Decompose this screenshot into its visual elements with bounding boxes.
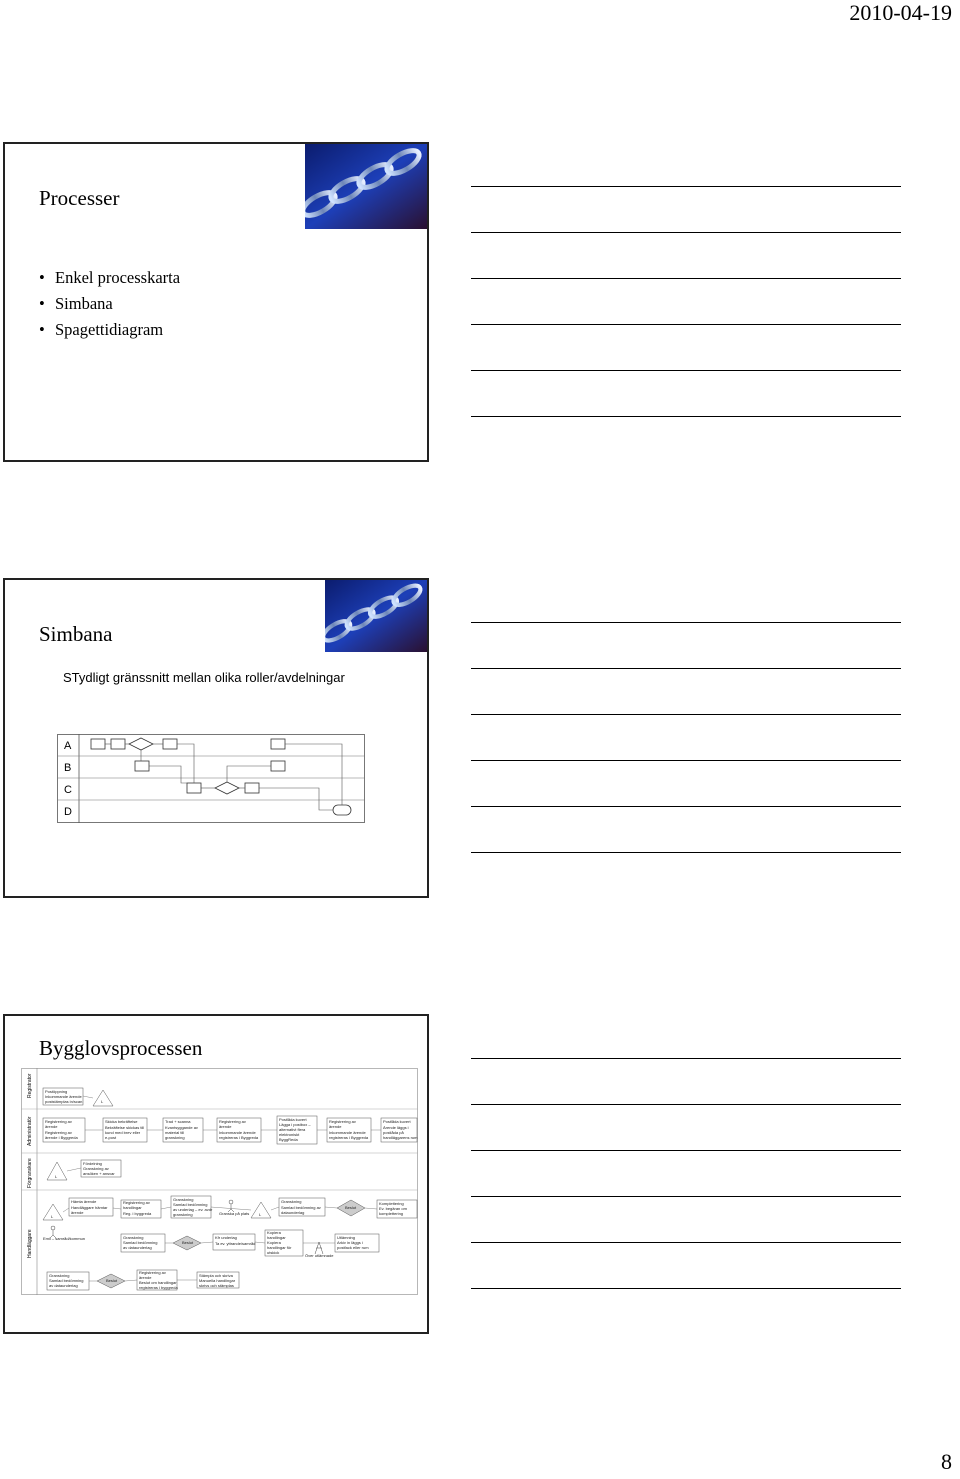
lane-label: Förgranskare [27,1158,33,1188]
box-title: Hämta ärende [71,1199,97,1204]
box-title: Granskning [173,1197,194,1202]
bygglov-process-diagram [21,1068,419,1296]
box-title: Postlåda kuvert [383,1119,411,1124]
notes-lines [471,186,901,462]
box-text: skrivs och stämplas [199,1283,234,1288]
box-text: postfack eller rum [337,1245,369,1250]
box-text: kund med brev eller [105,1130,141,1135]
box-text: ärende [329,1124,342,1129]
process-box [91,739,105,749]
svg-text:L: L [259,1212,262,1217]
box-text: Bekräftelse skickas till [105,1125,145,1130]
box-title: Skicka bekräftelse [105,1119,138,1124]
box-text: Beslut om handlingar [139,1280,177,1285]
slide-subtitle: STydligt gränssnitt mellan olika roller/avdelningar [63,670,345,685]
slide-title: Processer [39,186,120,210]
box-text: utskick [267,1250,280,1255]
box-text: Ärende läggs i [383,1125,409,1130]
box-title: Trad + scanna [165,1119,191,1124]
box-text: handlingar [267,1235,286,1240]
lane-label: B [64,762,72,774]
box-text: Kopiera [267,1240,281,1245]
box-text: Beslut [106,1278,118,1283]
terminator [333,805,351,815]
box-title: Granskning [123,1235,144,1240]
box-title: Postlåda kuvert [279,1117,307,1122]
box-text: Samlad bedömning [173,1202,208,1207]
box-text: Granska på plats [219,1211,250,1216]
box-text: av underlag – ev. avdr [173,1207,213,1212]
box-text: Handläggare hämtar [71,1205,108,1210]
process-box [111,739,125,749]
lane-label: Administratör [27,1116,33,1146]
box-text: dataunderlag [281,1210,305,1215]
box-title: Postöppning [45,1089,68,1094]
box-text: Manuella handlingar [199,1278,236,1283]
slide-title: Bygglovsprocessen [39,1036,203,1060]
box-text: Kvantsyggande av [165,1125,198,1130]
lane-label: Handläggare [27,1229,33,1258]
box-title: Komplettering [379,1201,404,1206]
process-box [135,761,149,771]
box-title: Kfr underlag [215,1235,237,1240]
box-title: Registrering av [139,1270,166,1275]
box-text: handläggarens rum [383,1135,418,1140]
box-text: material till [165,1130,185,1135]
box-title: Registrering av [329,1119,356,1124]
box-text: Granskning av [83,1166,109,1171]
box-text: handlingar [123,1205,142,1210]
decision-diamond [215,782,239,794]
process-box [271,761,285,771]
list-item: • Enkel processkarta [39,268,180,288]
notes-lines [471,622,901,898]
process-box [245,783,259,793]
box-title: Registrering av [45,1119,72,1124]
box-text: Inkommande ärende [45,1094,82,1099]
list-item: • Simbana [39,294,180,314]
slide-processer [3,142,429,462]
box-text: ärende i Byggreda [45,1135,78,1140]
lane-label: Registrator [27,1073,33,1098]
box-title: Kopiera [267,1230,281,1235]
box-text: Samlad bedömning [49,1278,84,1283]
box-title: Registrering av [123,1200,150,1205]
box-title: Granskning [281,1199,302,1204]
box-text: Emil – samråd/kommun [43,1236,86,1241]
process-box [187,783,201,793]
box-text: Samlad bedömning av [281,1205,321,1210]
lane-label: A [64,740,72,752]
box-title: Registrering av [219,1119,246,1124]
bullet-list [39,268,180,346]
slide-title: Simbana [39,622,113,646]
box-text: poststämplas in/scan [45,1099,83,1104]
box-text: Samlad bedömning [123,1240,158,1245]
box-text: alternativt flera [279,1127,306,1132]
swimlane-diagram [57,734,367,824]
box-text: registreras i Byggreda [219,1135,259,1140]
box-text: Arkiv in läggs i [337,1240,363,1245]
chain-image [305,144,427,229]
process-box [163,739,177,749]
box-text: Inkommande ärende [329,1130,366,1135]
page-number: 8 [941,1449,952,1474]
chain-image [325,580,427,652]
slide-simbana [3,578,429,898]
slide-bygglovsprocessen [3,1014,429,1334]
box-text: ärende [71,1210,84,1215]
box-text: Beslut [345,1205,357,1210]
box-title: Fördelning [83,1161,102,1166]
box-text: Registrering av [45,1130,72,1135]
box-text: e-post [105,1135,117,1140]
box-title: Granskning [49,1273,70,1278]
box-text: handlingar för [267,1245,292,1250]
box-title: Stämpla och skriva [199,1273,233,1278]
decision-diamond [129,738,153,750]
lane-label: C [64,784,72,796]
svg-text:L: L [51,1214,54,1219]
box-text: granskning [173,1212,193,1217]
list-item: • Spagettidiagram [39,320,180,340]
lane-label: D [64,806,72,818]
box-text: Ev. begäran om [379,1206,407,1211]
header-date: 2010-04-19 [849,0,952,25]
box-text: ärende [45,1124,58,1129]
box-text: granskning [165,1135,185,1140]
box-text: Inkommande ärende [219,1130,256,1135]
box-text: Över utlämnade [305,1253,334,1258]
box-text: ByggReda [279,1137,298,1142]
notes-lines [471,1058,901,1334]
svg-text:L: L [55,1174,58,1179]
box-text: av dataunderlag [123,1245,152,1250]
box-text: ärende [219,1124,232,1129]
box-text: elektroniskt [279,1132,300,1137]
box-text: komplettering [379,1211,404,1216]
box-text: av dataunderlag [49,1283,78,1288]
box-text: Reg. i byggreda [123,1211,152,1216]
box-text: Ta ev. yttrande/samråd [215,1241,256,1246]
box-text: Beslut [182,1240,194,1245]
box-text: registreras i byggreda [139,1285,178,1290]
box-text: ansöken + ansvar [83,1171,115,1176]
box-text: postlåda på [383,1130,404,1135]
box-title: Utlämning [337,1235,356,1240]
box-text: ärende [139,1275,152,1280]
process-box [271,739,285,749]
svg-text:L: L [101,1099,104,1104]
box-text: Lägga i postbox – [279,1122,311,1127]
box-text: registreras i Byggreda [329,1135,369,1140]
